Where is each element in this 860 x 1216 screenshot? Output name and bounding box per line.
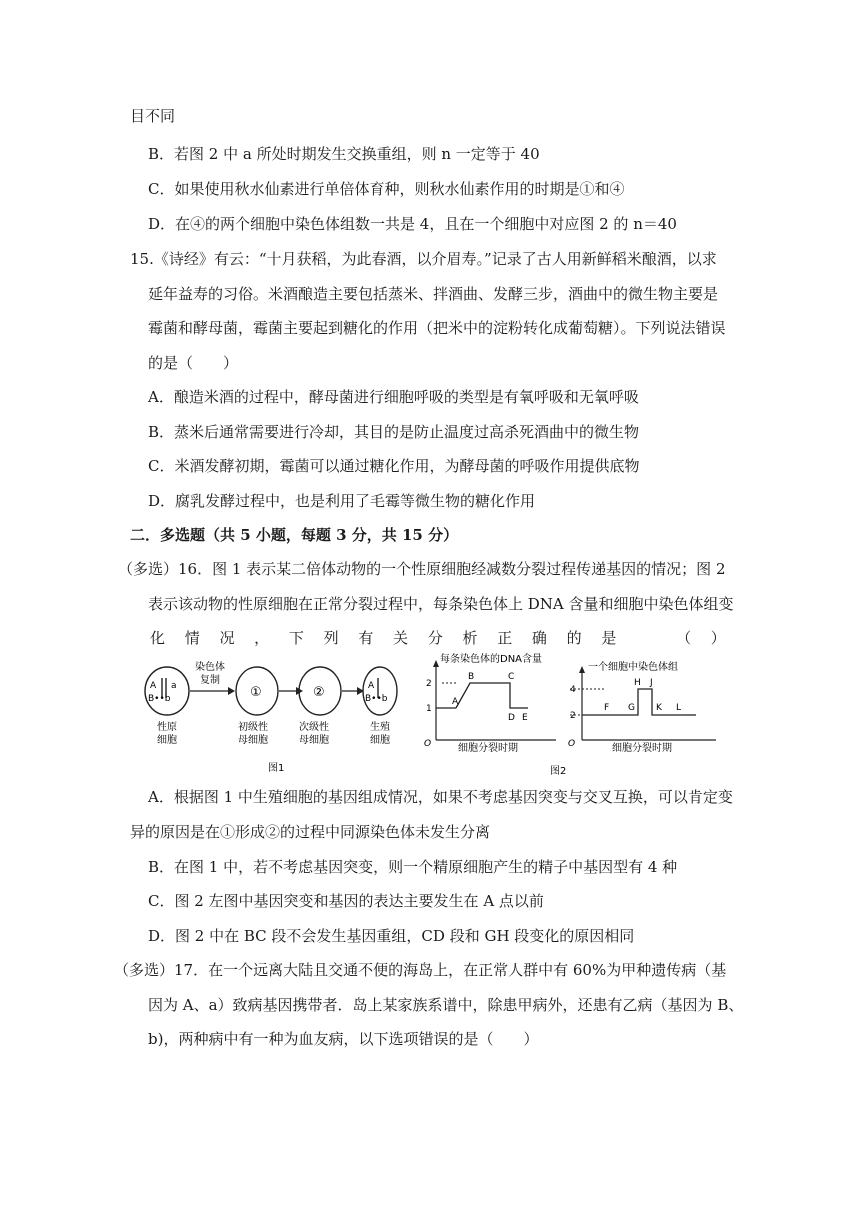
spread-char: ）: [710, 629, 726, 647]
chart-title: 每条染色体的DNA含量: [440, 654, 543, 665]
chart-title: 一个细胞中染色体组: [588, 662, 678, 673]
question-15-stem: 延年益寿的习俗。米酒酿造主要包括蒸米、拌酒曲、发酵三步，酒曲中的微生物主要是: [148, 285, 719, 303]
point-label: C: [508, 672, 515, 682]
point-labels: [604, 678, 681, 713]
x-axis-label: 细胞分裂时期: [458, 743, 518, 754]
gene-label: B••b: [148, 694, 171, 704]
spread-char: 析: [462, 629, 478, 647]
option-c: C．如果使用秋水仙素进行单倍体育种，则秋水仙素作用的时期是①和④: [148, 180, 625, 198]
spread-char: 有: [358, 629, 374, 647]
point-label: L: [676, 703, 682, 713]
y-tick-label: 2: [570, 711, 576, 721]
spread-char: 关: [393, 629, 409, 647]
cell-label: 初级性: [238, 722, 268, 733]
question-15-stem: 霉菌和酵母菌，霉菌主要起到糖化的作用（把米中的淀粉转化成葡萄糖）。下列说法错误: [148, 319, 726, 337]
point-labels: [452, 672, 528, 723]
spread-char: （: [676, 629, 692, 647]
spread-char: 分: [427, 629, 443, 647]
figure-caption: 图1: [268, 763, 285, 774]
gene-label: a: [171, 681, 177, 691]
point-label: D: [508, 713, 515, 723]
cell-label: 细胞: [157, 735, 177, 746]
gene-label: A: [150, 681, 157, 691]
spread-char: 确: [531, 629, 547, 647]
option-d: D．腐乳发酵过程中，也是利用了毛霉等微生物的糖化作用: [148, 492, 536, 510]
point-label: G: [628, 703, 635, 713]
option-a-cont: 异的原因是在①形成②的过程中同源染色体未发生分离: [130, 823, 491, 841]
option-d: D．图 2 中在 BC 段不会发生基因重组，CD 段和 GH 段变化的原因相同: [148, 927, 635, 945]
option-c: C．米酒发酵初期，霉菌可以通过糖化作用，为酵母菌的呼吸作用提供底物: [148, 457, 640, 475]
section-heading: 二．多选题（共 5 小题，每题 3 分，共 15 分）: [130, 526, 459, 544]
question-17-stem: 因为 A、a）致病基因携带者．岛上某家族系谱中，除患甲病外，还患有乙病（基因为 B、: [148, 996, 744, 1014]
spread-char: 是: [601, 629, 617, 647]
point-label: A: [452, 697, 459, 707]
spread-char: 下: [288, 629, 304, 647]
cell-label: 细胞: [370, 735, 390, 746]
question-16-stem: 表示该动物的性原细胞在正常分裂过程中，每条染色体上 DNA 含量和细胞中染色体组变: [148, 595, 734, 613]
question-16-stem-spread: [150, 628, 726, 648]
question-15-stem: 15.《诗经》有云：“十月获稻，为此春酒，以介眉寿。”记录了古人用新鲜稻米酿酒，以求: [130, 250, 717, 268]
arrow-label: 染色体: [195, 662, 225, 673]
question-15-stem: 的是（ ）: [148, 354, 239, 372]
question-16-stem: （多选）16．图 1 表示某二倍体动物的一个性原细胞经减数分裂过程传递基因的情况；图 2: [118, 560, 726, 578]
cell-stage-label: ①: [250, 685, 262, 700]
option-b: B．蒸米后通常需要进行冷却，其目的是防止温度过高杀死酒曲中的微生物: [148, 423, 640, 441]
spread-char: 的: [566, 629, 582, 647]
cell-label: 次级性: [299, 722, 329, 733]
figure-2: [420, 650, 720, 778]
option-a: A．根据图 1 中生殖细胞的基因组成情况，如果不考虑基因突变与交叉互换，可以肯定变: [148, 788, 733, 806]
point-label: E: [522, 713, 528, 723]
question-17-stem: （多选）17．在一个远离大陆且交通不便的海岛上，在正常人群中有 60%为甲种遗传病（基: [114, 961, 727, 979]
cell-label: 生殖: [370, 722, 390, 733]
point-label: B: [468, 672, 475, 682]
question-17-stem: b)，两种病中有一种为血友病，以下选项错误的是（ ）: [148, 1030, 539, 1048]
spread-char: ，: [254, 629, 270, 647]
cell-label: 母细胞: [299, 735, 329, 746]
option-a: A．酿造米酒的过程中，酵母菌进行细胞呼吸的类型是有氧呼吸和无氧呼吸: [148, 388, 639, 406]
series-path: [604, 689, 682, 715]
cell-stage-label: ②: [313, 685, 325, 700]
cell-label: 母细胞: [238, 735, 268, 746]
option-d: D．在④的两个细胞中染色体组数一共是 4，且在一个细胞中对应图 2 的 n＝40: [148, 215, 677, 233]
spread-char: 化: [150, 629, 166, 647]
origin-label: O: [424, 739, 432, 749]
cell-circle: [145, 667, 189, 715]
series-path: [456, 683, 520, 708]
y-tick-label: 2: [426, 679, 432, 689]
point-label: F: [604, 703, 610, 713]
option-b: B．在图 1 中，若不考虑基因突变，则一个精原细胞产生的精子中基因型有 4 种: [148, 858, 678, 876]
cell-circle: [363, 667, 397, 715]
origin-label: O: [568, 739, 576, 749]
option-b: B．若图 2 中 a 所处时期发生交换重组，则 n 一定等于 40: [148, 145, 540, 163]
cell-label: 性原: [157, 722, 177, 733]
text-line: 目不同: [130, 107, 176, 125]
spread-char: 正: [497, 629, 513, 647]
option-c: C．图 2 左图中基因突变和基因的表达主要发生在 A 点以前: [148, 892, 544, 910]
series-line-dna: [436, 683, 528, 708]
gene-label: B••b: [365, 694, 388, 704]
figure-caption: 图2: [550, 766, 567, 777]
figure-1: [140, 658, 400, 778]
x-axis-label: 细胞分裂时期: [612, 743, 672, 754]
spread-char: 列: [323, 629, 339, 647]
point-label: H: [634, 678, 641, 688]
arrow-label: 复制: [200, 675, 220, 686]
point-label: J: [650, 678, 653, 688]
y-tick-label: 1: [426, 704, 432, 714]
gene-label: A: [368, 681, 375, 691]
y-tick-label: 4: [570, 685, 576, 695]
spread-char: 情: [184, 629, 200, 647]
point-label: K: [656, 703, 662, 713]
spread-char: 况: [219, 629, 235, 647]
